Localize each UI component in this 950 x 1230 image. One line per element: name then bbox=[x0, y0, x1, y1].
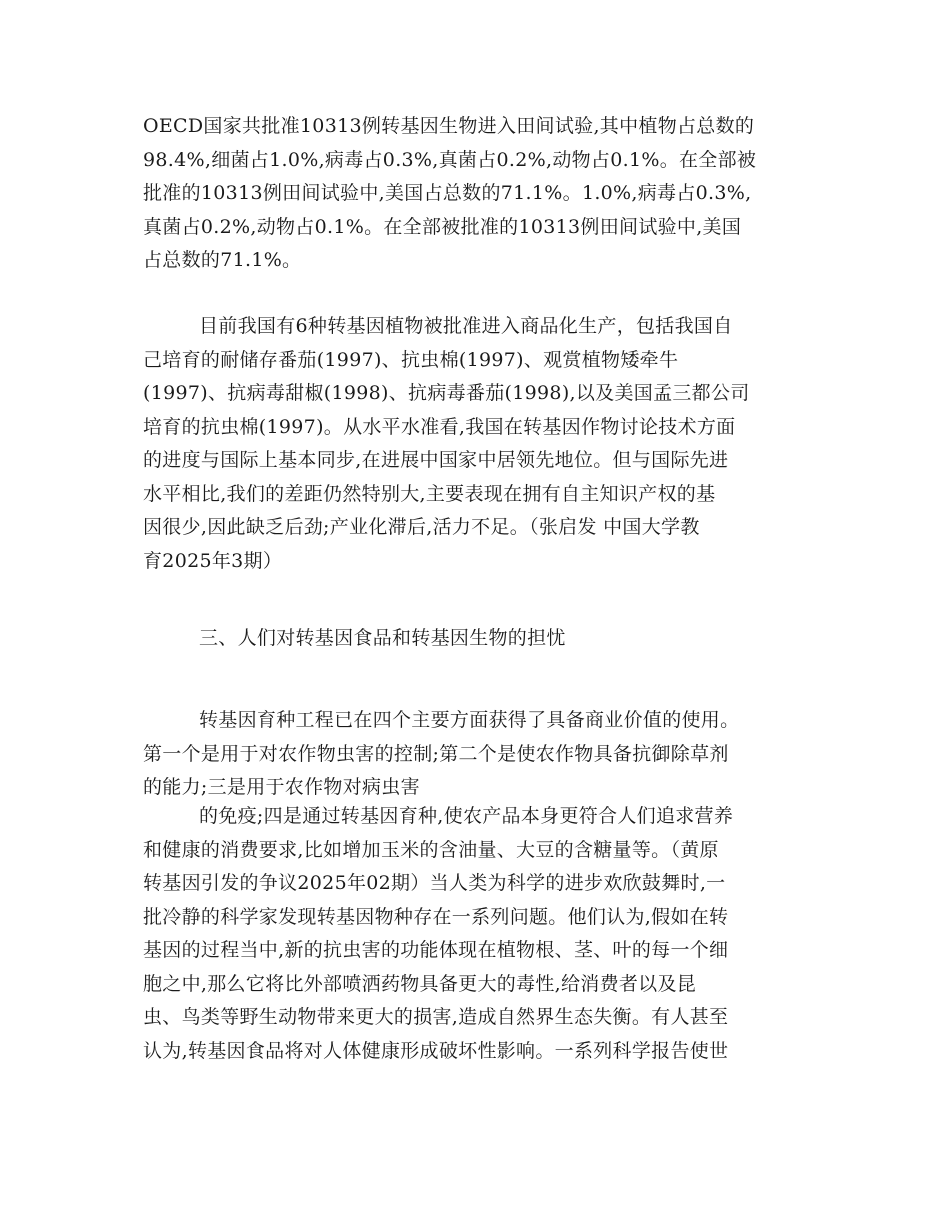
text-line: 目前我国有6种转基因植物被批准进入商品化生产，包括我国自 bbox=[199, 315, 733, 337]
text-line: 己培育的耐储存番茄(1997)、抗虫棉(1997)、观赏植物矮牵牛 bbox=[143, 348, 679, 371]
text-line: 占总数的71.1%。 bbox=[143, 249, 302, 271]
text-line: 培育的抗虫棉(1997)。从水平水准看,我国在转基因作物讨论技术方面 bbox=[143, 415, 736, 438]
text-line: 认为,转基因食品将对人体健康形成破坏性影响。一系列科学报告使世 bbox=[143, 1039, 729, 1062]
text-line: 因很少,因此缺乏后劲;产业化滞后,活力不足。（张启发 中国大学教 bbox=[143, 516, 700, 538]
paragraph-gm-applications bbox=[143, 704, 813, 805]
text-line: 的免疫;四是通过转基因育种,使农产品本身更符合人们追求营养 bbox=[199, 805, 734, 827]
text-line: 批准的10313例田间试验中,美国占总数的71.1%。1.0%,病毒占0.3%, bbox=[143, 182, 752, 204]
heading-text: 三、人们对转基因食品和转基因生物的担忧 bbox=[199, 627, 566, 649]
paragraph-gm-concerns bbox=[143, 800, 813, 1068]
text-line: 真菌占0.2%,动物占0.1%。在全部被批准的10313例田间试验中,美国 bbox=[143, 215, 742, 238]
text-line: (1997)、抗病毒甜椒(1998)、抗病毒番茄(1998),以及美国孟三都公司 bbox=[143, 382, 750, 404]
paragraph-china-gm-plants bbox=[143, 310, 813, 578]
text-line: 的能力;三是用于农作物对病虫害 bbox=[143, 776, 420, 798]
text-line: 和健康的消费要求,比如增加玉米的含油量、大豆的含糖量等。（黄原 bbox=[143, 838, 719, 861]
text-line: OECD国家共批准10313例转基因生物进入田间试验,其中植物占总数的 bbox=[143, 115, 755, 137]
text-line: 虫、鸟类等野生动物带来更大的损害,造成自然界生态失衡。有人甚至 bbox=[143, 1006, 729, 1028]
text-line: 水平相比,我们的差距仍然特别大,主要表现在拥有自主知识产权的基 bbox=[143, 482, 716, 505]
text-line: 的进度与国际上基本同步,在进展中国家中居领先地位。但与国际先进 bbox=[143, 449, 729, 471]
text-line: 批冷静的科学家发现转基因物种存在一系列问题。他们认为,假如在转 bbox=[143, 905, 729, 928]
text-line: 胞之中,那么它将比外部喷洒药物具备更大的毒性,给消费者以及昆 bbox=[143, 972, 697, 995]
text-line: 转基因育种工程已在四个主要方面获得了具备商业价值的使用。 bbox=[199, 709, 740, 731]
section-heading bbox=[143, 622, 813, 656]
paragraph-oecd-trials bbox=[143, 110, 813, 278]
text-line: 基因的过程当中,新的抗虫害的功能体现在植物根、茎、叶的每一个细 bbox=[143, 939, 729, 961]
text-line: 第一个是用于对农作物虫害的控制;第二个是使农作物具备抗御除草剂 bbox=[143, 742, 729, 765]
text-line: 育2025年3期） bbox=[143, 549, 283, 572]
text-line: 98.4%,细菌占1.0%,病毒占0.3%,真菌占0.2%,动物占0.1%。在全部被 bbox=[143, 148, 757, 171]
text-line: 转基因引发的争议2025年02期）当人类为科学的进步欢欣鼓舞时,一 bbox=[143, 872, 726, 894]
